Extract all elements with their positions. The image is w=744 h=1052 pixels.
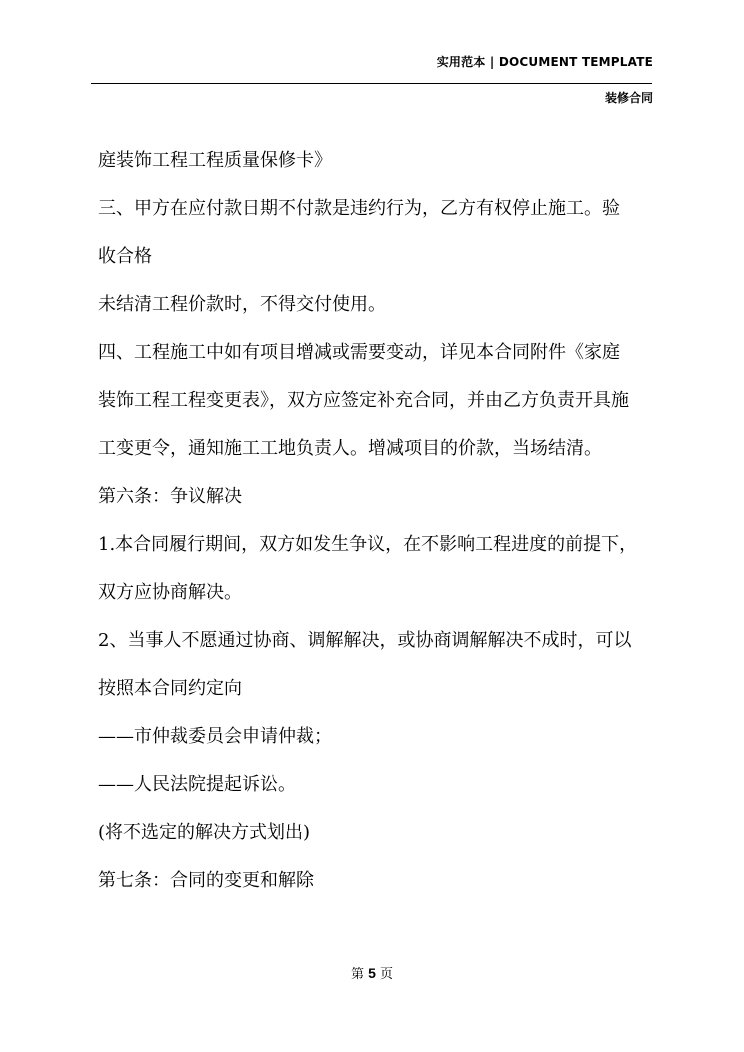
header-title: 实用范本 | DOCUMENT TEMPLATE (436, 55, 653, 69)
page-footer (0, 963, 744, 982)
page-number: 5 (368, 965, 376, 981)
body-line: 1.本合同履行期间，双方如发生争议，在不影响工程进度的前提下， (98, 534, 638, 555)
body-line: 按照本合同约定向 (98, 678, 242, 699)
body-line: 三、甲方在应付款日期不付款是违约行为，乙方有权停止施工。验 (98, 198, 620, 219)
body-line: ——市仲裁委员会申请仲裁； (98, 726, 332, 747)
body-line: 工变更令，通知施工工地负责人。增减项目的价款，当场结清。 (98, 438, 602, 459)
body-line: 未结清工程价款时，不得交付使用。 (98, 294, 386, 315)
body-line: (将不选定的解决方式划出) (98, 822, 311, 843)
section-heading: 第七条：合同的变更和解除 (98, 870, 314, 891)
page-label-suffix: 页 (380, 967, 394, 982)
body-line: 双方应协商解决。 (98, 582, 242, 603)
body-line: 2、当事人不愿通过协商、调解解决，或协商调解解决不成时，可以 (98, 630, 632, 651)
body-line: ——人民法院提起诉讼。 (98, 774, 296, 795)
header-divider (91, 83, 652, 84)
header-subtitle: 装修合同 (604, 91, 653, 105)
page-label-prefix: 第 (350, 967, 364, 982)
body-line: 四、工程施工中如有项目增减或需要变动，详见本合同附件《家庭 (98, 342, 620, 363)
section-heading: 第六条：争议解决 (98, 486, 242, 507)
body-line: 庭装饰工程工程质量保修卡》 (98, 150, 332, 171)
body-line: 装饰工程工程变更表》，双方应签定补充合同，并由乙方负责开具施 (98, 390, 629, 411)
body-line: 收合格 (98, 246, 152, 267)
document-body (98, 137, 662, 905)
